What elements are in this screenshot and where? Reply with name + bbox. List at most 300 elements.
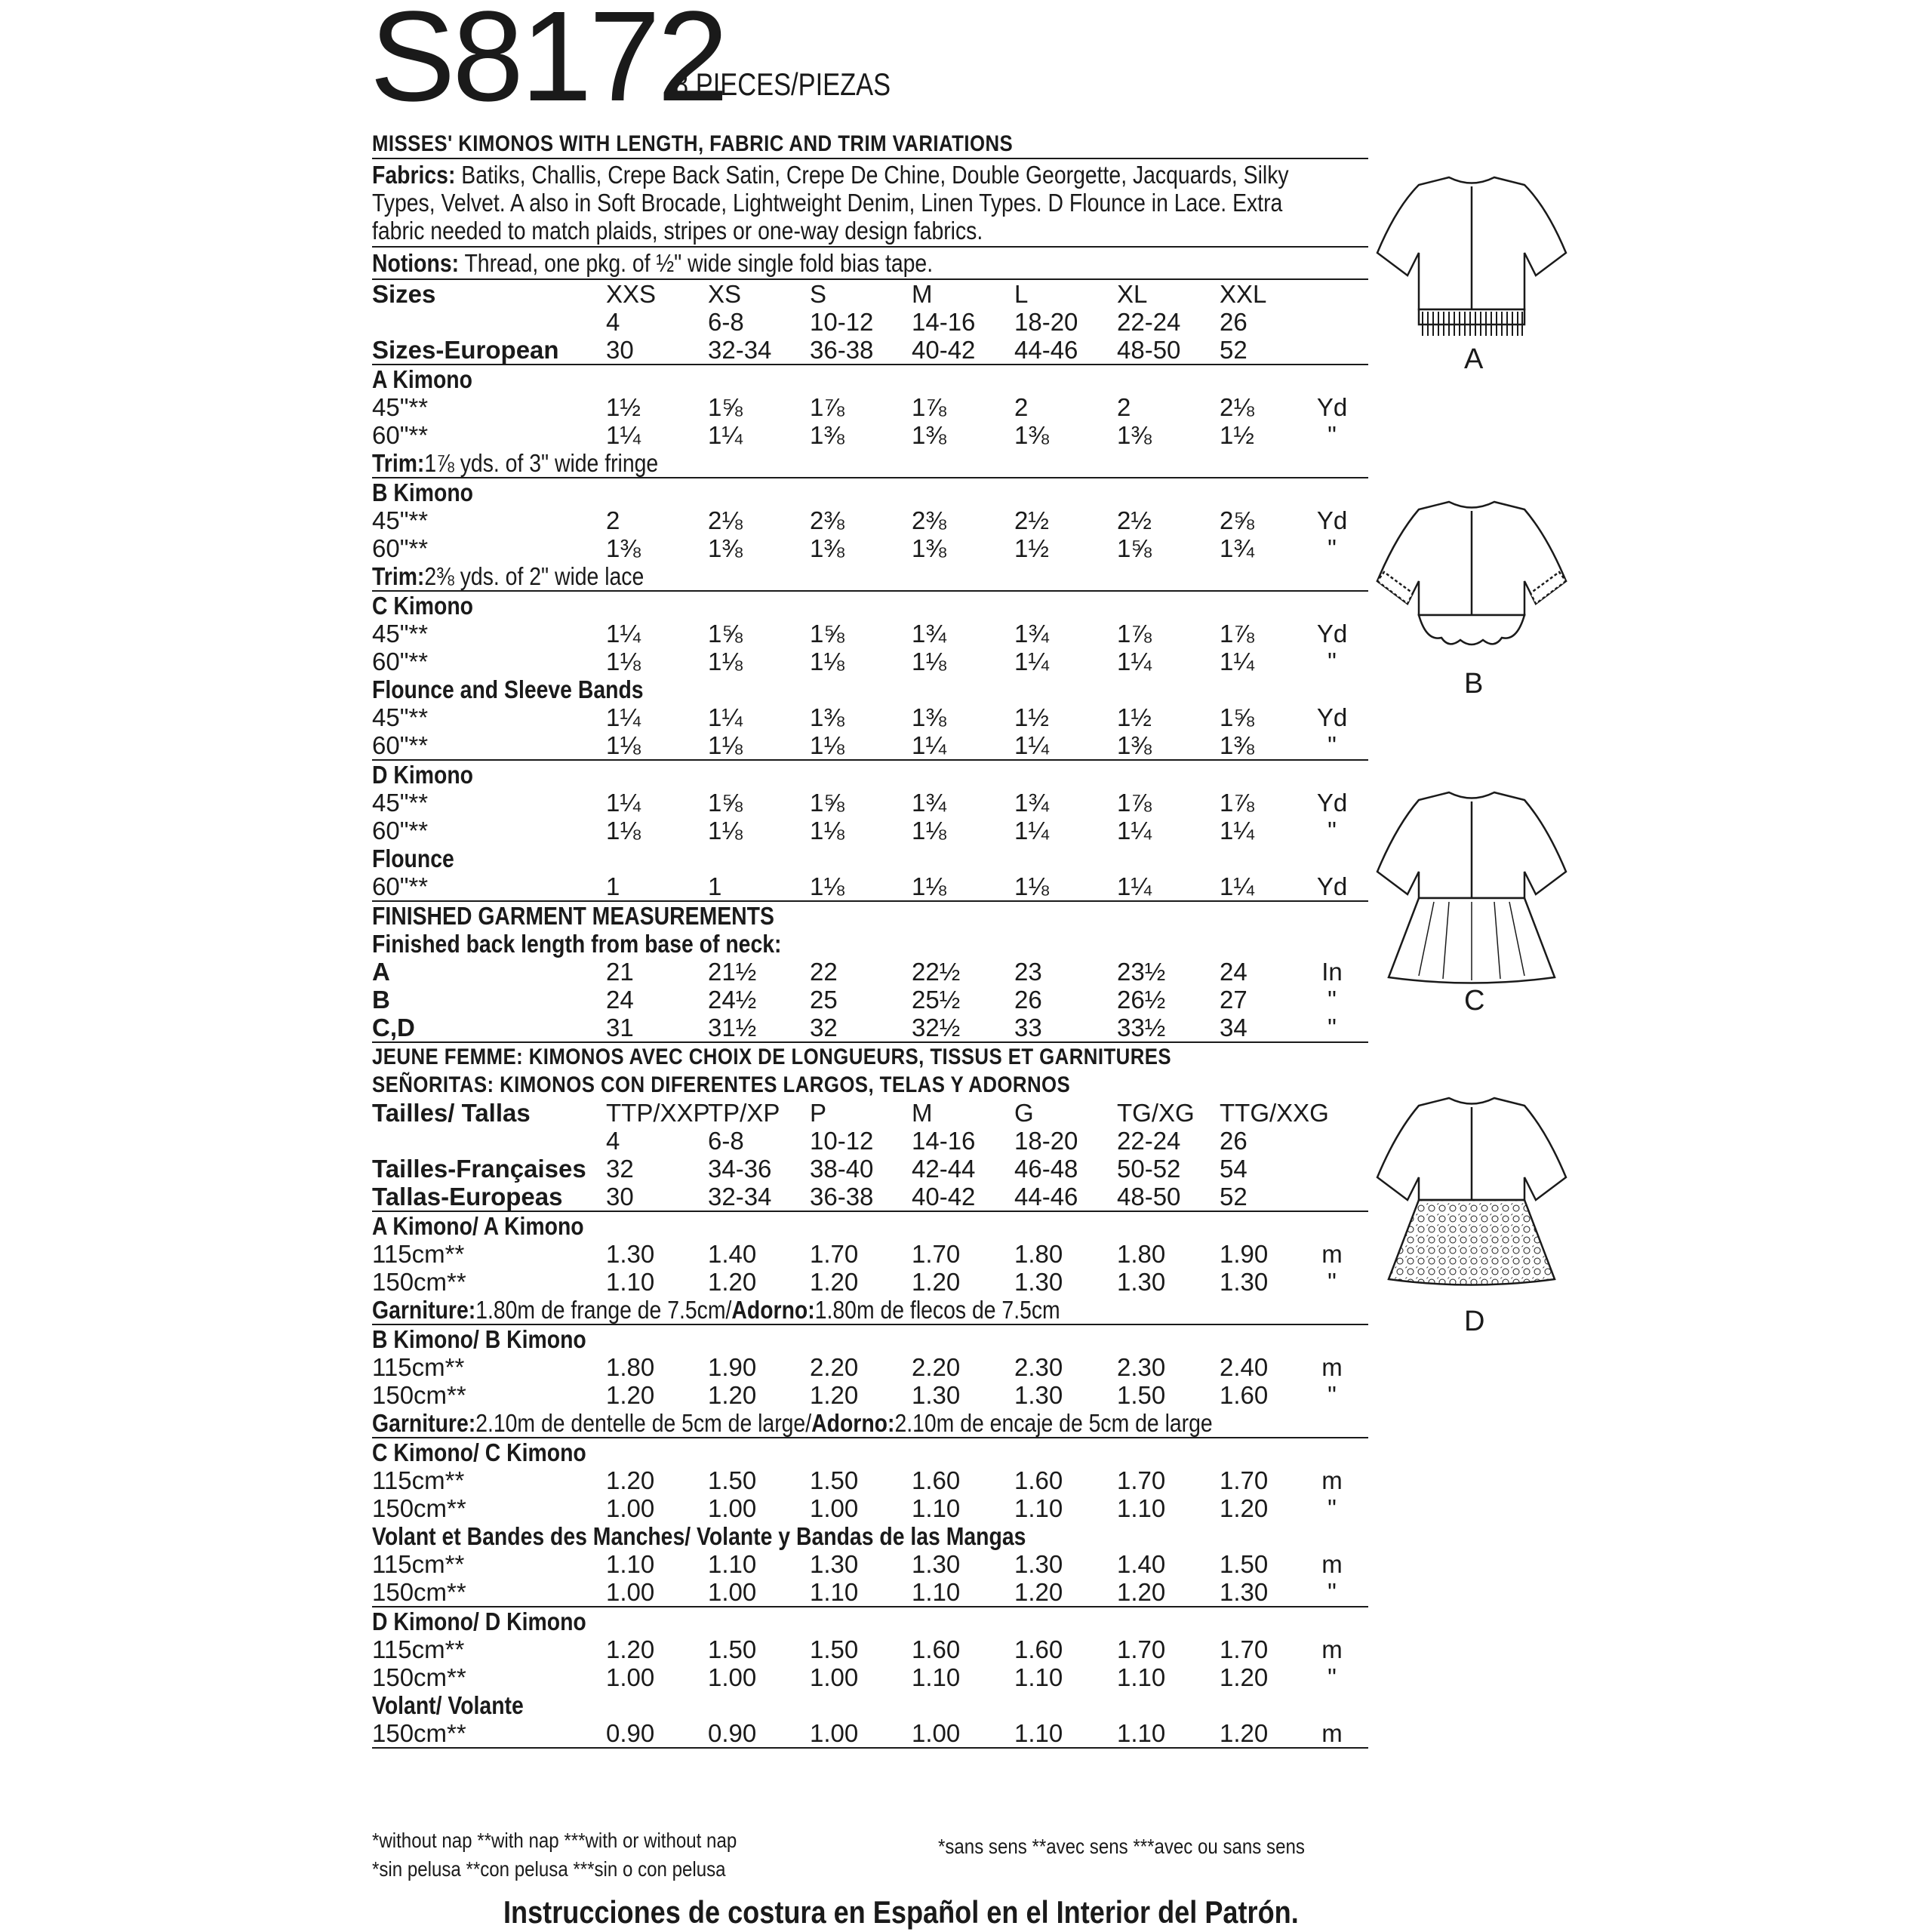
row-label: 45"** <box>372 393 429 421</box>
cell-value: 23 <box>1014 958 1042 986</box>
table-row <box>372 506 1368 534</box>
sub-heading: Volant/ Volante <box>372 1691 524 1719</box>
row-label: 115cm** <box>372 1550 465 1578</box>
row-label: Sizes-European <box>372 336 559 364</box>
cell-value: 1⅞ <box>912 393 946 421</box>
view-yardage-block <box>372 592 1368 761</box>
trim-line: Garniture:2.10m de dentelle de 5cm de large/Adorno:2.10m de encaje de 5cm de large <box>372 1409 1213 1437</box>
cell-value: 1.10 <box>810 1578 859 1606</box>
cell-value: 1¼ <box>1220 817 1254 844</box>
cell-value: 1⅛ <box>912 817 946 844</box>
cell-value: 1⅛ <box>606 648 641 675</box>
unit-label: m <box>1321 1550 1343 1578</box>
table-row <box>372 1353 1368 1381</box>
cell-value: 2⅝ <box>1220 506 1254 534</box>
cell-value: 1⅛ <box>810 872 844 900</box>
row-label: 60"** <box>372 731 429 759</box>
finished-measurements-section <box>372 902 1368 1043</box>
cell-value: 1¼ <box>1014 648 1049 675</box>
cell-value: 1⅛ <box>708 731 743 759</box>
fabrics-label: Fabrics: <box>372 161 456 189</box>
sizes-number-row <box>372 308 1368 336</box>
finished-title: FINISHED GARMENT MEASUREMENTS <box>372 902 774 930</box>
cell-value: 2 <box>1014 393 1029 421</box>
cell-value: 42-44 <box>912 1155 976 1183</box>
cell-value: 1½ <box>1117 703 1152 731</box>
row-label: 150cm** <box>372 1381 466 1409</box>
table-row <box>372 789 1368 817</box>
table-row <box>372 1466 1368 1494</box>
cell-value: 1.10 <box>1014 1494 1063 1522</box>
table-row <box>372 958 1368 986</box>
unit-label: m <box>1321 1466 1343 1494</box>
cell-value: 1.70 <box>912 1240 961 1268</box>
view-label-c: C <box>1464 985 1485 1017</box>
unit-label: " <box>1327 1381 1337 1409</box>
cell-value: 1.30 <box>1220 1578 1269 1606</box>
cell-value: M <box>912 280 933 308</box>
cell-value: 1.20 <box>912 1268 961 1296</box>
title-section <box>372 130 1368 159</box>
cell-value: 1.20 <box>606 1635 655 1663</box>
cell-value: 1.00 <box>606 1494 655 1522</box>
unit-label: " <box>1327 1014 1337 1041</box>
row-label: Sizes <box>372 280 436 308</box>
cell-value: 44-46 <box>1014 1183 1078 1211</box>
cell-value: TTG/XXG <box>1220 1099 1329 1127</box>
cell-value: 44-46 <box>1014 336 1078 364</box>
cell-value: TP/XP <box>708 1099 780 1127</box>
cell-value: 1⅝ <box>810 620 844 648</box>
unit-label: m <box>1321 1353 1343 1381</box>
cell-value: 24 <box>1220 958 1247 986</box>
row-label: 45"** <box>372 506 429 534</box>
sizes-fr-row <box>372 1099 1368 1127</box>
cell-value: 1.90 <box>1220 1240 1269 1268</box>
cell-value: 1½ <box>1220 421 1254 449</box>
table-row <box>372 534 1368 562</box>
row-label: 150cm** <box>372 1268 466 1296</box>
cell-value: 1½ <box>1014 703 1049 731</box>
row-label: 115cm** <box>372 1353 465 1381</box>
cell-value: 1.20 <box>1220 1719 1269 1747</box>
cell-value: M <box>912 1099 933 1127</box>
cell-value: 1.10 <box>1117 1494 1166 1522</box>
cell-value: 1⅛ <box>912 648 946 675</box>
cell-value: 2 <box>606 506 620 534</box>
table-row <box>372 1578 1368 1606</box>
view-heading: D Kimono <box>372 761 474 789</box>
cell-value: 1.10 <box>912 1663 961 1691</box>
notions-text: Thread, one pkg. of ½" wide single fold bias tape. <box>459 249 934 277</box>
cell-value: 1.70 <box>810 1240 859 1268</box>
cell-value: TG/XG <box>1117 1099 1195 1127</box>
cell-value: 1¼ <box>912 731 946 759</box>
cell-value: 1.10 <box>912 1578 961 1606</box>
cell-value: 1.10 <box>606 1268 655 1296</box>
cell-value: 1¾ <box>1014 620 1049 648</box>
view-heading: C Kimono/ C Kimono <box>372 1438 586 1466</box>
row-label: 45"** <box>372 703 429 731</box>
unit-label: " <box>1327 1268 1337 1296</box>
cell-value: 21 <box>606 958 634 986</box>
table-row <box>372 620 1368 648</box>
view-yardage-block <box>372 478 1368 592</box>
cell-value: 1¼ <box>1117 817 1152 844</box>
cell-value: 10-12 <box>810 1127 874 1155</box>
cell-value: 2.20 <box>912 1353 961 1381</box>
title-french: JEUNE FEMME: KIMONOS AVEC CHOIX DE LONGUEURS, TISSUS ET GARNITURES <box>372 1044 1172 1069</box>
cell-value: 1.20 <box>708 1268 757 1296</box>
title-fr-es-section <box>372 1043 1368 1099</box>
cell-value: 1.50 <box>708 1466 757 1494</box>
unit-label: m <box>1321 1719 1343 1747</box>
cell-value: 26 <box>1220 308 1247 336</box>
cell-value: 36-38 <box>810 1183 874 1211</box>
cell-value: 1.20 <box>606 1381 655 1409</box>
cell-value: 2.30 <box>1014 1353 1063 1381</box>
cell-value: 32 <box>606 1155 634 1183</box>
cell-value: 6-8 <box>708 1127 744 1155</box>
row-label: B <box>372 986 390 1014</box>
table-row <box>372 703 1368 731</box>
cell-value: 1⅞ <box>810 393 844 421</box>
view-metric-block <box>372 1607 1368 1749</box>
view-label-a: A <box>1464 343 1484 375</box>
cell-value: 33½ <box>1117 1014 1166 1041</box>
sizes-europeas-row <box>372 1183 1368 1211</box>
cell-value: 1.60 <box>1220 1381 1269 1409</box>
unit-label: " <box>1327 1663 1337 1691</box>
cell-value: 24 <box>606 986 634 1014</box>
cell-value: 2⅜ <box>810 506 844 534</box>
cell-value: 1.30 <box>1014 1550 1063 1578</box>
cell-value: 1¾ <box>912 789 946 817</box>
cell-value: 14-16 <box>912 1127 976 1155</box>
cell-value: XXS <box>606 280 657 308</box>
cell-value: 2.30 <box>1117 1353 1166 1381</box>
cell-value: 34-36 <box>708 1155 772 1183</box>
cell-value: 25½ <box>912 986 961 1014</box>
cell-value: TTP/XXP <box>606 1099 710 1127</box>
unit-label: In <box>1321 958 1343 986</box>
cell-value: 18-20 <box>1014 1127 1078 1155</box>
notions-label: Notions: <box>372 249 460 277</box>
view-heading: B Kimono/ B Kimono <box>372 1325 586 1353</box>
unit-label: m <box>1321 1240 1343 1268</box>
row-label: 150cm** <box>372 1494 466 1522</box>
cell-value: 1¾ <box>1220 534 1254 562</box>
view-heading: B Kimono <box>372 478 474 506</box>
view-d-illustration <box>1374 1087 1570 1291</box>
view-b-illustration <box>1374 491 1570 657</box>
cell-value: 23½ <box>1117 958 1166 986</box>
row-label: 60"** <box>372 534 429 562</box>
cell-value: 32 <box>810 1014 838 1041</box>
fabrics-line-3: fabric needed to match plaids, stripes or one-way design fabrics. <box>372 217 983 245</box>
cell-value: 1.40 <box>708 1240 757 1268</box>
cell-value: 1⅝ <box>1220 703 1254 731</box>
cell-value: 2 <box>1117 393 1131 421</box>
unit-label: Yd <box>1316 872 1348 900</box>
cell-value: 22-24 <box>1117 1127 1181 1155</box>
cell-value: 1.10 <box>1014 1719 1063 1747</box>
table-row <box>372 393 1368 421</box>
unit-label: " <box>1327 986 1337 1014</box>
cell-value: 1.70 <box>1220 1466 1269 1494</box>
sizes-fr-es-section <box>372 1099 1368 1212</box>
finished-subtitle: Finished back length from base of neck: <box>372 930 782 958</box>
cell-value: 46-48 <box>1014 1155 1078 1183</box>
cell-value: 1.20 <box>1117 1578 1166 1606</box>
view-heading: A Kimono/ A Kimono <box>372 1212 584 1240</box>
sizes-fr-number-row <box>372 1127 1368 1155</box>
cell-value: 0.90 <box>708 1719 757 1747</box>
row-label: Tailles-Françaises <box>372 1155 586 1183</box>
cell-value: 1⅝ <box>708 620 743 648</box>
cell-value: 1.80 <box>1117 1240 1166 1268</box>
trim-line: Garniture:1.80m de frange de 7.5cm/Adorno:1.80m de flecos de 7.5cm <box>372 1296 1060 1324</box>
cell-value: 2.40 <box>1220 1353 1269 1381</box>
cell-value: 4 <box>606 308 620 336</box>
cell-value: 24½ <box>708 986 757 1014</box>
cell-value: S <box>810 280 827 308</box>
yardage-section <box>372 365 1368 902</box>
cell-value: 1.20 <box>1220 1663 1269 1691</box>
unit-label: " <box>1327 817 1337 844</box>
sizes-european-row <box>372 336 1368 364</box>
row-label: A <box>372 958 390 986</box>
cell-value: 1⅜ <box>1220 731 1254 759</box>
row-label: 150cm** <box>372 1578 466 1606</box>
sizes-section <box>372 280 1368 365</box>
cell-value: 2⅛ <box>708 506 743 534</box>
cell-value: 2½ <box>1014 506 1049 534</box>
cell-value: 1⅞ <box>1117 620 1152 648</box>
cell-value: 1.20 <box>1014 1578 1063 1606</box>
row-label: Tallas-Europeas <box>372 1183 563 1211</box>
cell-value: 1⅛ <box>606 817 641 844</box>
sizes-french-row <box>372 1155 1368 1183</box>
table-row <box>372 1550 1368 1578</box>
pattern-number: S8172 <box>370 0 726 128</box>
row-label: 60"** <box>372 872 429 900</box>
table-row <box>372 817 1368 844</box>
table-row <box>372 986 1368 1014</box>
table-row <box>372 1014 1368 1041</box>
cell-value: 38-40 <box>810 1155 874 1183</box>
cell-value: 1¾ <box>1014 789 1049 817</box>
row-label: 45"** <box>372 620 429 648</box>
cell-value: P <box>810 1099 827 1127</box>
row-label: 115cm** <box>372 1635 465 1663</box>
specification-table <box>372 130 1368 1749</box>
row-label <box>372 308 606 336</box>
row-label: 45"** <box>372 789 429 817</box>
unit-label: " <box>1327 534 1337 562</box>
row-label: 60"** <box>372 421 429 449</box>
row-label <box>372 1127 606 1155</box>
cell-value: 1⅜ <box>810 534 844 562</box>
cell-value: 6-8 <box>708 308 744 336</box>
row-label: 115cm** <box>372 1240 465 1268</box>
unit-label: Yd <box>1316 620 1348 648</box>
unit-label: Yd <box>1316 393 1348 421</box>
cell-value: 1⅜ <box>1117 731 1152 759</box>
cell-value: 1¼ <box>606 620 641 648</box>
cell-value: 1.20 <box>708 1381 757 1409</box>
cell-value: 50-52 <box>1117 1155 1181 1183</box>
cell-value: 1⅜ <box>606 534 641 562</box>
cell-value: 1.90 <box>708 1353 757 1381</box>
row-label: C,D <box>372 1014 415 1041</box>
cell-value: 31 <box>606 1014 634 1041</box>
cell-value: 1.00 <box>606 1663 655 1691</box>
table-row <box>372 1268 1368 1296</box>
cell-value: 4 <box>606 1127 620 1155</box>
cell-value: 1.50 <box>1220 1550 1269 1578</box>
cell-value: 32½ <box>912 1014 961 1041</box>
cell-value: 1⅜ <box>1014 421 1049 449</box>
cell-value: 2½ <box>1117 506 1152 534</box>
table-row <box>372 872 1368 900</box>
cell-value: 1⅝ <box>810 789 844 817</box>
cell-value: 21½ <box>708 958 757 986</box>
cell-value: 1⅜ <box>810 421 844 449</box>
unit-label: Yd <box>1316 506 1348 534</box>
cell-value: 22-24 <box>1117 308 1181 336</box>
cell-value: 52 <box>1220 1183 1247 1211</box>
cell-value: 1.30 <box>606 1240 655 1268</box>
cell-value: 1¼ <box>708 703 743 731</box>
unit-label: " <box>1327 1494 1337 1522</box>
cell-value: 1.50 <box>810 1635 859 1663</box>
view-metric-block <box>372 1325 1368 1438</box>
unit-label: m <box>1321 1635 1343 1663</box>
cell-value: 1.50 <box>708 1635 757 1663</box>
cell-value: 1⅛ <box>810 817 844 844</box>
cell-value: 1¾ <box>912 620 946 648</box>
cell-value: 1⅞ <box>1220 620 1254 648</box>
cell-value: XL <box>1117 280 1148 308</box>
table-row <box>372 1635 1368 1663</box>
cell-value: 48-50 <box>1117 336 1181 364</box>
cell-value: 1⅜ <box>708 534 743 562</box>
cell-value: 1⅛ <box>1014 872 1049 900</box>
cell-value: 26½ <box>1117 986 1166 1014</box>
cell-value: 1⅝ <box>708 393 743 421</box>
cell-value: 54 <box>1220 1155 1247 1183</box>
cell-value: 1 <box>606 872 620 900</box>
cell-value: 1¼ <box>708 421 743 449</box>
cell-value: 1.60 <box>912 1635 961 1663</box>
row-label: 60"** <box>372 648 429 675</box>
cell-value: 36-38 <box>810 336 874 364</box>
view-yardage-block <box>372 365 1368 478</box>
sub-heading: Volant et Bandes des Manches/ Volante y Bandas de las Mangas <box>372 1522 1026 1550</box>
unit-label: Yd <box>1316 703 1348 731</box>
cell-value: 2⅛ <box>1220 393 1254 421</box>
cell-value: 1¼ <box>1220 648 1254 675</box>
cell-value: 26 <box>1220 1127 1247 1155</box>
cell-value: 1⅜ <box>912 421 946 449</box>
table-row <box>372 1663 1368 1691</box>
cell-value: 1.50 <box>810 1466 859 1494</box>
cell-value: 1.70 <box>1220 1635 1269 1663</box>
unit-label: " <box>1327 648 1337 675</box>
cell-value: 1⅜ <box>1117 421 1152 449</box>
cell-value: 1.20 <box>1220 1494 1269 1522</box>
cell-value: 26 <box>1014 986 1042 1014</box>
cell-value: 1.30 <box>1014 1268 1063 1296</box>
cell-value: 1.10 <box>1117 1663 1166 1691</box>
view-heading: C Kimono <box>372 592 474 620</box>
cell-value: 1.20 <box>810 1268 859 1296</box>
cell-value: 1.10 <box>708 1550 757 1578</box>
cell-value: 30 <box>606 1183 634 1211</box>
cell-value: 1⅝ <box>1117 534 1152 562</box>
row-label: Tailles/ Tallas <box>372 1099 531 1127</box>
row-label: 60"** <box>372 817 429 844</box>
table-row <box>372 648 1368 675</box>
cell-value: 1.80 <box>606 1353 655 1381</box>
cell-value: 31½ <box>708 1014 757 1041</box>
cell-value: 2⅜ <box>912 506 946 534</box>
fabrics-line-2: Types, Velvet. A also in Soft Brocade, Lightweight Denim, Linen Types. D Flounce in Lace. Extra <box>372 189 1283 217</box>
table-row <box>372 1494 1368 1522</box>
trim-line: Trim:2⅜ yds. of 2" wide lace <box>372 562 645 590</box>
cell-value: 14-16 <box>912 308 976 336</box>
table-row <box>372 1240 1368 1268</box>
sizes-row <box>372 280 1368 308</box>
cell-value: 1¼ <box>606 703 641 731</box>
cell-value: 1.00 <box>708 1663 757 1691</box>
cell-value: 34 <box>1220 1014 1247 1041</box>
cell-value: 1.50 <box>1117 1381 1166 1409</box>
view-metric-block <box>372 1212 1368 1325</box>
cell-value: 32-34 <box>708 336 772 364</box>
cell-value: XXL <box>1220 280 1267 308</box>
table-row <box>372 421 1368 449</box>
cell-value: 1.00 <box>708 1578 757 1606</box>
view-yardage-block <box>372 761 1368 902</box>
cell-value: 1¼ <box>1014 731 1049 759</box>
cell-value: 1.00 <box>810 1719 859 1747</box>
cell-value: 10-12 <box>810 308 874 336</box>
unit-label: " <box>1327 1578 1337 1606</box>
cell-value: 1¼ <box>1014 817 1049 844</box>
cell-value: 1⅜ <box>912 534 946 562</box>
cell-value: 1.30 <box>912 1550 961 1578</box>
row-label: 115cm** <box>372 1466 465 1494</box>
trim-line: Trim:1⅞ yds. of 3" wide fringe <box>372 449 659 477</box>
cell-value: 1.00 <box>606 1578 655 1606</box>
cell-value: 2.20 <box>810 1353 859 1381</box>
cell-value: 1.10 <box>606 1550 655 1578</box>
cell-value: 1⅞ <box>1220 789 1254 817</box>
cell-value: L <box>1014 280 1029 308</box>
sub-heading: Flounce <box>372 844 454 872</box>
cell-value: 1.30 <box>912 1381 961 1409</box>
cell-value: 40-42 <box>912 1183 976 1211</box>
view-a-illustration <box>1374 162 1570 343</box>
view-metric-block <box>372 1438 1368 1607</box>
cell-value: 33 <box>1014 1014 1042 1041</box>
cell-value: 1.20 <box>606 1466 655 1494</box>
cell-value: 32-34 <box>708 1183 772 1211</box>
cell-value: 27 <box>1220 986 1247 1014</box>
cell-value: 1⅛ <box>708 648 743 675</box>
